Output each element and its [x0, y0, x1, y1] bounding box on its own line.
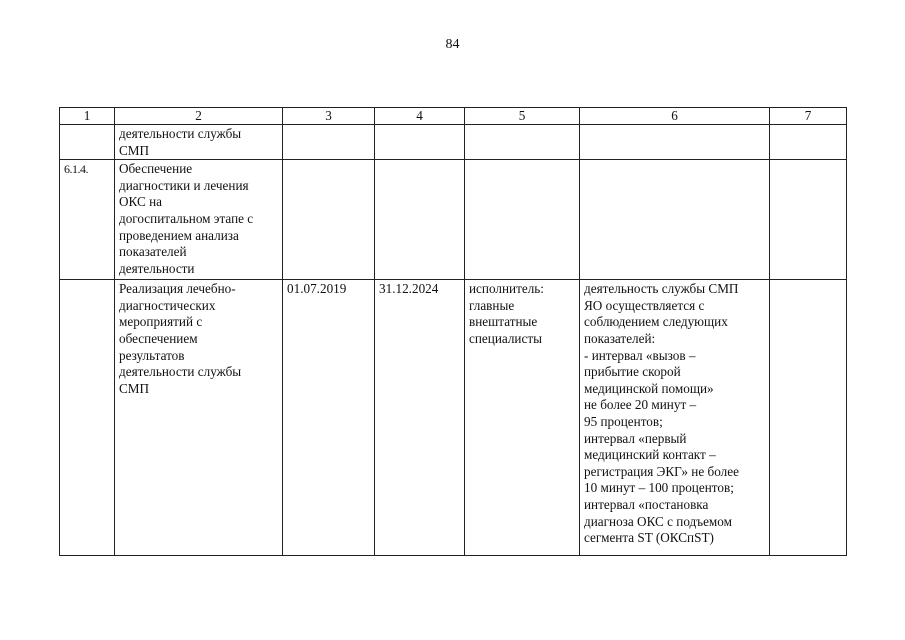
row-note — [770, 125, 847, 160]
row-number: 6.1.4. — [60, 160, 115, 280]
row-result: деятельность службы СМП ЯО осуществляется с соблюдением следующих показателей: - интервал «вызов – прибытие скорой медицинской помощи» не более 20 минут – 95 процентов; интервал «первый медицинский контакт – регистрация ЭКГ» не более 10 минут – 100 процентов; интервал «постановка диагноза ОКС с подъемом сегмента ST (ОКСпST) — [580, 280, 770, 556]
row-number — [60, 125, 115, 160]
row-result — [580, 160, 770, 280]
row-responsible: исполнитель: главные внештатные специалисты — [465, 280, 580, 556]
row-responsible — [465, 125, 580, 160]
plan-table — [59, 107, 847, 556]
header-col-5: 5 — [465, 108, 580, 125]
row-end-date — [375, 160, 465, 280]
row-end-date — [375, 125, 465, 160]
header-row — [60, 108, 847, 125]
row-start-date: 01.07.2019 — [283, 280, 375, 556]
header-col-2: 2 — [115, 108, 283, 125]
row-start-date — [283, 160, 375, 280]
row-result — [580, 125, 770, 160]
page-number: 84 — [445, 37, 460, 52]
row-name: деятельности службы СМП — [115, 125, 283, 160]
row-start-date — [283, 125, 375, 160]
row-name: Реализация лечебно- диагностических мероприятий с обеспечением результатов деятельности службы СМП — [115, 280, 283, 556]
header-col-6: 6 — [580, 108, 770, 125]
row-note — [770, 280, 847, 556]
header-col-1: 1 — [60, 108, 115, 125]
row-name: Обеспечение диагностики и лечения ОКС на догоспитальном этапе с проведением анализа показателей деятельности — [115, 160, 283, 280]
header-col-3: 3 — [283, 108, 375, 125]
table-row — [60, 125, 847, 160]
table-row — [60, 160, 847, 280]
row-end-date: 31.12.2024 — [375, 280, 465, 556]
header-col-7: 7 — [770, 108, 847, 125]
header-col-4: 4 — [375, 108, 465, 125]
row-number — [60, 280, 115, 556]
row-note — [770, 160, 847, 280]
row-responsible — [465, 160, 580, 280]
table-row — [60, 280, 847, 556]
